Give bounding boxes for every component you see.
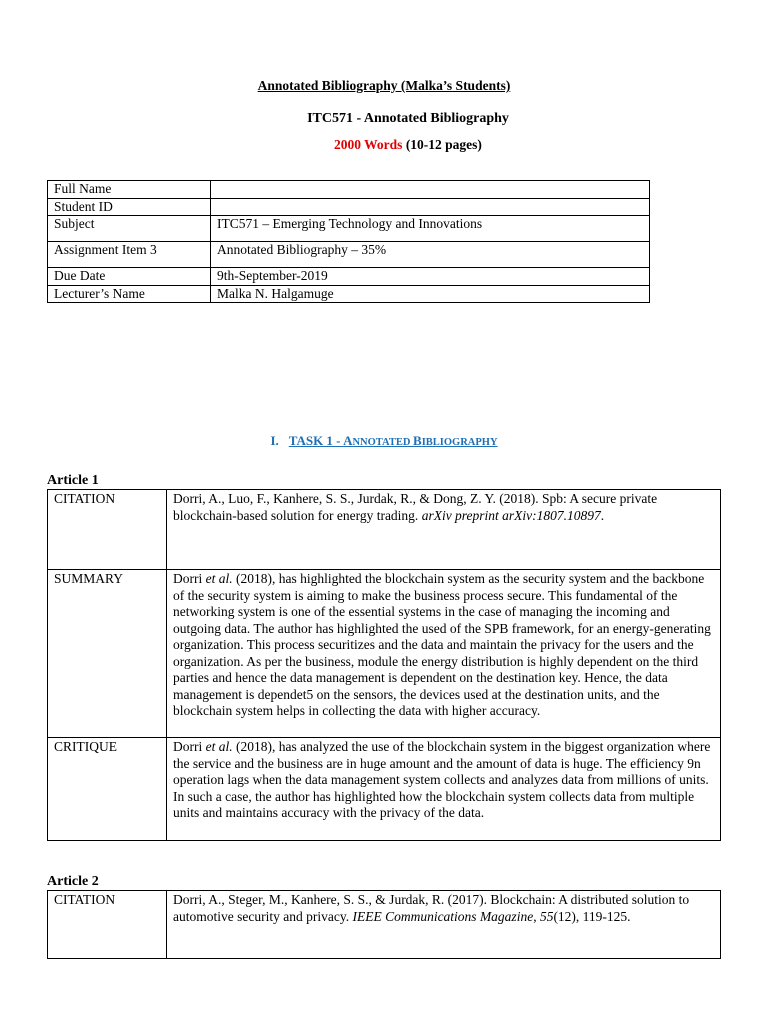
article-2-label: Article 2 xyxy=(47,874,99,889)
section-title-b: NNOTATED xyxy=(352,437,414,448)
row-label: Subject xyxy=(48,216,211,242)
article-1-table xyxy=(47,489,721,841)
summary-author: Dorri xyxy=(173,571,206,586)
section-title-c: B xyxy=(413,433,422,448)
word-count: 2000 Words xyxy=(334,137,403,152)
critique-etal: et al. xyxy=(205,739,233,754)
row-label: Full Name xyxy=(48,181,211,199)
table-row xyxy=(48,285,650,303)
citation-sep: , xyxy=(533,908,540,924)
row-value: Malka N. Halgamuge xyxy=(211,285,650,303)
table-row xyxy=(48,570,721,738)
word-count-line xyxy=(24,137,768,153)
row-label: Student ID xyxy=(48,198,211,216)
citation-label: CITATION xyxy=(48,891,167,959)
row-value: 9th-September-2019 xyxy=(211,268,650,286)
document-subtitle: ITC571 - Annotated Bibliography xyxy=(307,111,509,126)
table-row xyxy=(48,738,721,841)
citation-source: arXiv preprint arXiv:1807.10897 xyxy=(421,507,601,523)
row-value: ITC571 – Emerging Technology and Innovations xyxy=(211,216,650,242)
table-row xyxy=(48,891,721,959)
citation-volume: 55 xyxy=(539,908,554,924)
row-label: Assignment Item 3 xyxy=(48,242,211,268)
critique-text: (2018), has analyzed the use of the blockchain system in the biggest organization where the service and the business are in huge amount and the amount of data is huge. The efficiency 9n operation lags when the data management system collects and analyzes data from millions of units. In such a case, the author has highlighted how the blockchain system collects data from multiple units and maintains accuracy with the privacy of the data. xyxy=(173,739,711,820)
citation-end: (12), 119-125. xyxy=(553,908,631,924)
article-1-label: Article 1 xyxy=(47,473,99,488)
critique-author: Dorri xyxy=(173,739,206,754)
citation-label: CITATION xyxy=(48,490,167,570)
section-number: I. xyxy=(270,433,279,448)
table-row xyxy=(48,181,650,199)
summary-label: SUMMARY xyxy=(48,570,167,738)
table-row xyxy=(48,268,650,286)
critique-label: CRITIQUE xyxy=(48,738,167,841)
summary-text: (2018), has highlighted the blockchain system as the security system and the backbone of the security system is aiming to make the business process secure. This fundamental of the networking system is one of the essential systems in the case of managing the incoming and outgoing data. The author has highlighted the used of the SPB framework, for an energy-generating organization. This process securitizes and the data and maintain the privacy for the users and the organization. As per the business, module the energy distribution is highly dependent on the third parties and hence the data management is dependent on the destination key. Hence, the data management is dependet5 on the sensors, the devices used at the destination units, and the blockchain system helps in collecting the data with higher accuracy. xyxy=(173,571,711,718)
citation-end: . xyxy=(600,507,605,523)
citation-text: Dorri, A., Steger, M., Kanhere, S. S., & Jurdak, R. (2017). Blockchain: A distributed solution to automotive security and privacy. xyxy=(173,892,690,924)
section-title-link[interactable] xyxy=(289,433,498,448)
summary-cell xyxy=(167,570,721,738)
page-count: (10-12 pages) xyxy=(402,137,482,152)
section-title-a: A xyxy=(343,433,353,448)
table-row xyxy=(48,198,650,216)
row-value xyxy=(211,198,650,216)
citation-source: IEEE Communications Magazine xyxy=(352,908,534,924)
critique-cell xyxy=(167,738,721,841)
citation-text: Dorri, A., Luo, F., Kanhere, S. S., Jurdak, R., & Dong, Z. Y. (2018). Spb: A secure private blockchain-based solution for energy trading. xyxy=(173,491,658,523)
citation-cell xyxy=(167,891,721,959)
document-title: Annotated Bibliography (Malka’s Students) xyxy=(257,78,511,93)
section-heading xyxy=(0,433,768,449)
student-info-table xyxy=(47,180,650,303)
table-row xyxy=(48,242,650,268)
row-label: Due Date xyxy=(48,268,211,286)
article-2-table xyxy=(47,890,721,959)
section-task: TASK 1 - xyxy=(288,433,344,448)
table-row xyxy=(48,490,721,570)
row-value xyxy=(211,181,650,199)
row-label: Lecturer’s Name xyxy=(48,285,211,303)
section-title-d: IBLIOGRAPHY xyxy=(421,437,498,448)
summary-etal: et al. xyxy=(205,571,233,586)
row-value: Annotated Bibliography – 35% xyxy=(211,242,650,268)
table-row xyxy=(48,216,650,242)
citation-cell xyxy=(167,490,721,570)
